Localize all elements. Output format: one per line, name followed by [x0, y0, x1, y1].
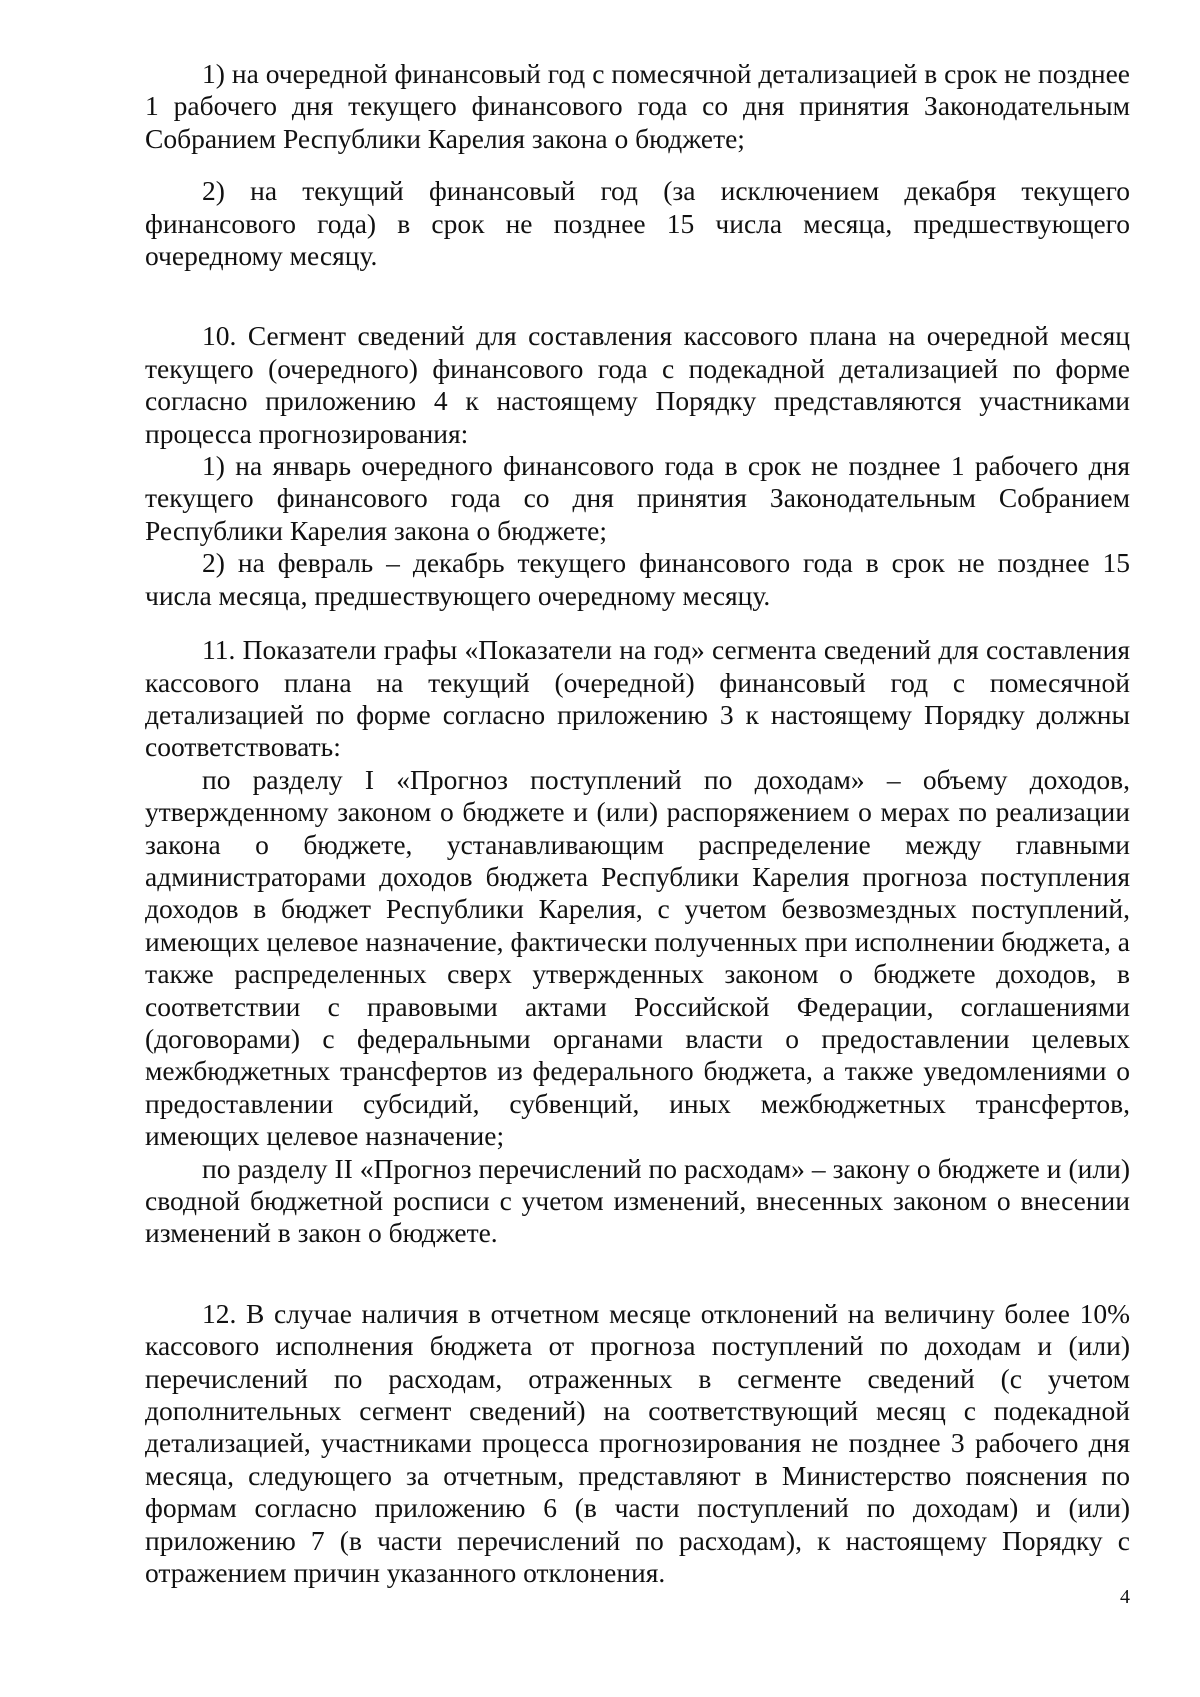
paragraph-12: 12. В случае наличия в отчетном месяце отклонений на величину более 10% кассового исполнения бюджета от прогноза поступлений по доходам и (или) перечислений по расходам, отраженных в сегменте сведений (с учетом дополнительных сегмент сведений) на соответствующий месяц с подекадной детализацией, участниками процесса прогнозирования не позднее 3 рабочего дня месяца, следующего за отчетным, представляют в Министерство пояснения по формам согласно приложению 6 (в части поступлений по доходам) и (или) приложению 7 (в части перечислений по расходам), к настоящему Порядку с отражением причин указанного отклонения. — [145, 1297, 1130, 1589]
paragraph-10-item-2: 2) на февраль – декабрь текущего финансового года в срок не позднее 15 числа месяца, предшествующего очередному месяцу. — [145, 547, 1130, 611]
paragraph-11-section-1: по разделу I «Прогноз поступлений по доходам» – объему доходов, утвержденному законом о бюджете и (или) распоряжением о мерах по реализации закона о бюджете, устанавливающим распределение между главными администраторами доходов бюджета Республики Карелия прогноза поступления доходов в бюджет Республики Карелия, с учетом безвозмездных поступлений, имеющих целевое назначение, фактически полученных при исполнении бюджета, а также распределенных сверх утвержденных законом о бюджете доходов, в соответствии с правовыми актами Российской Федерации, соглашениями (договорами) с федеральными органами власти о предоставлении целевых межбюджетных трансфертов из федерального бюджета, а также уведомлениями о предоставлении субсидий, субвенций, иных межбюджетных трансфертов, имеющих целевое назначение; — [145, 763, 1130, 1152]
paragraph-item-1-annual: 1) на очередной финансовый год с помесячной детализацией в срок не позднее 1 рабочего дня текущего финансового года со дня принятия Законодательным Собранием Республики Карелия закона о бюджете; — [145, 58, 1130, 154]
paragraph-10-item-1: 1) на январь очередного финансового года в срок не позднее 1 рабочего дня текущего финансового года со дня принятия Законодательным Собранием Республики Карелия закона о бюджете; — [145, 450, 1130, 546]
paragraph-11: 11. Показатели графы «Показатели на год» сегмента сведений для составления кассового плана на текущий (очередной) финансовый год с помесячной детализацией по форме согласно приложению 3 к настоящему Порядку должны соответствовать: — [145, 634, 1130, 763]
document-body — [145, 58, 1130, 1589]
paragraph-10: 10. Сегмент сведений для составления кассового плана на очередной месяц текущего (очередного) финансового года с подекадной детализацией по форме согласно приложению 4 к настоящему Порядку представляются участниками процесса прогнозирования: — [145, 320, 1130, 449]
paragraph-item-2-current-year: 2) на текущий финансовый год (за исключением декабря текущего финансового года) в срок не позднее 15 числа месяца, предшествующего очередному месяцу. — [145, 175, 1130, 272]
page-number: 4 — [1120, 1586, 1130, 1608]
paragraph-11-section-2: по разделу II «Прогноз перечислений по расходам» – закону о бюджете и (или) сводной бюджетной росписи с учетом изменений, внесенных законом о внесении изменений в закон о бюджете. — [145, 1152, 1130, 1249]
